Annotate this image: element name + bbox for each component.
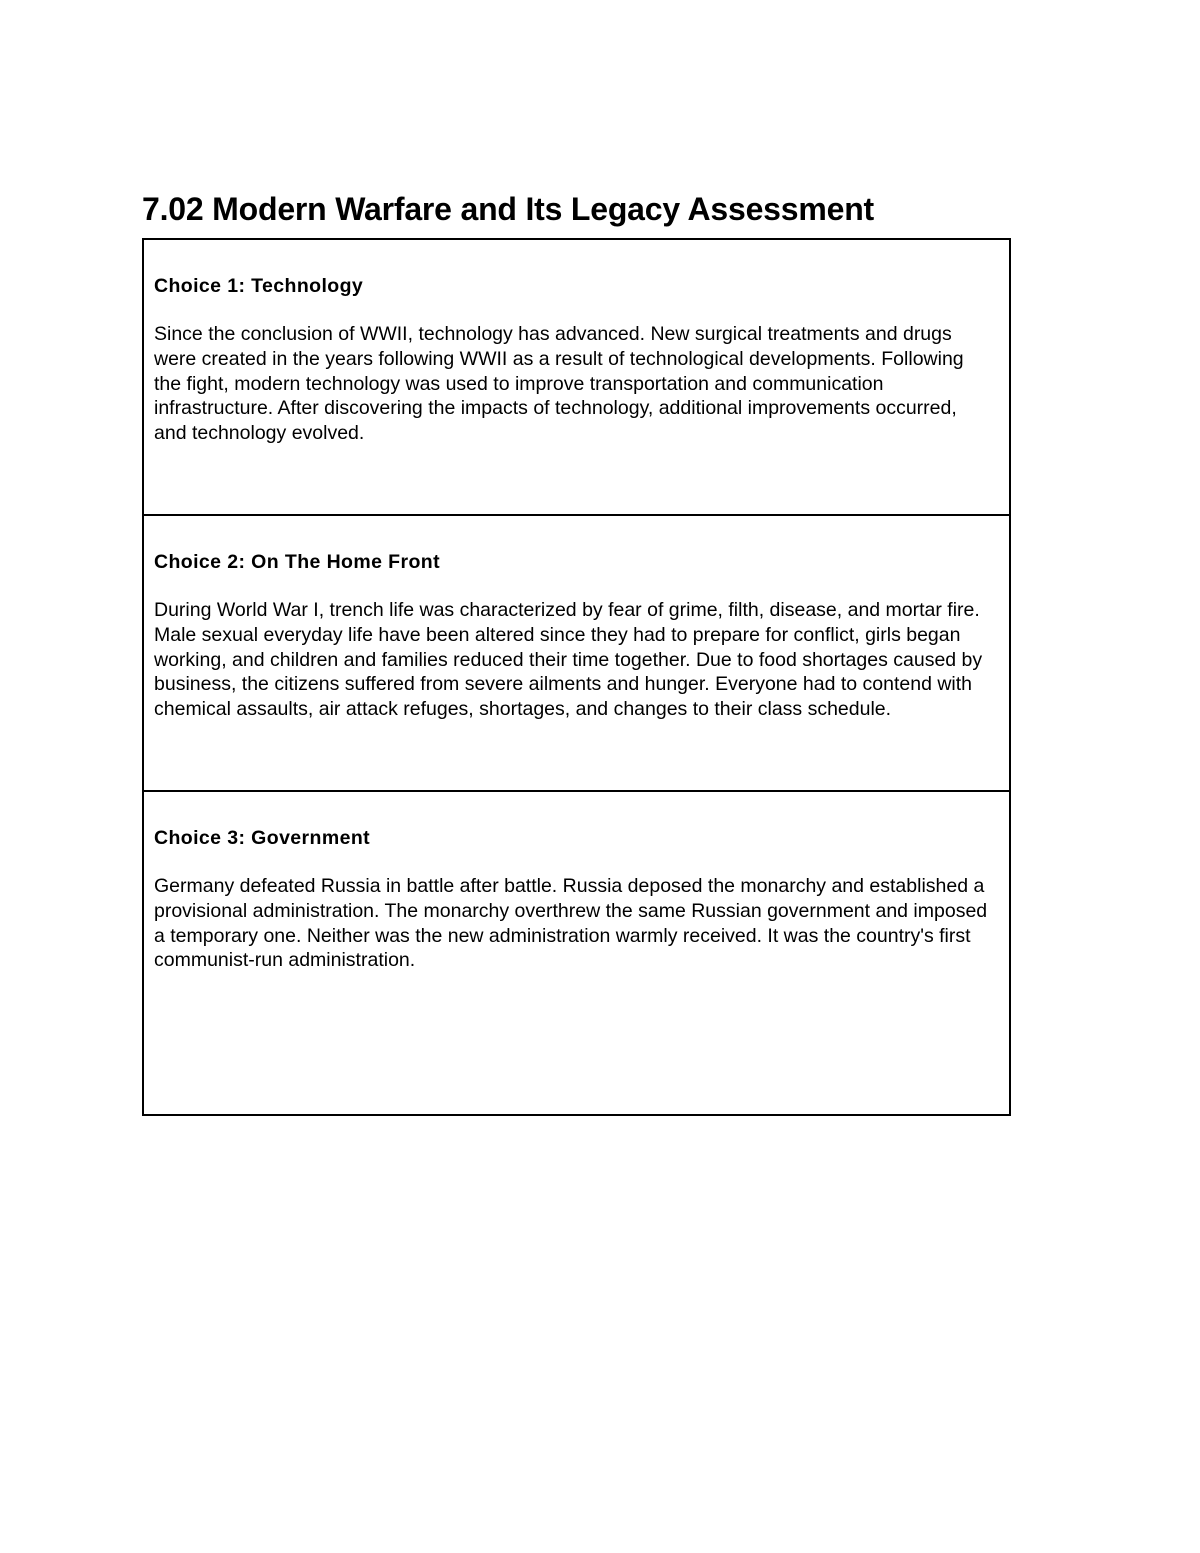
choice-body: Germany defeated Russia in battle after battle. Russia deposed the monarchy and established a provisional administration. The monarchy overthrew the same Russian government and imposed a temporary one. Neither was the new administration warmly received. It was the country's first communist-run administration.	[154, 875, 988, 972]
page-title: 7.02 Modern Warfare and Its Legacy Assessment	[142, 191, 875, 227]
choice-row-home-front	[143, 515, 1010, 791]
choice-heading: Choice 1: Technology	[154, 275, 364, 297]
choice-row-government	[143, 791, 1010, 1115]
choice-cell	[143, 515, 1010, 791]
choice-body: Since the conclusion of WWII, technology has advanced. New surgical treatments and drugs were created in the years following WWII as a result of technological developments. Following the fight, modern technology was used to improve transportation and communication infrastructure. After discovering the impacts of technology, additional improvements occurred, and technology evolved.	[154, 323, 964, 445]
choices-table	[142, 238, 1011, 1116]
choice-cell	[143, 239, 1010, 515]
choice-heading: Choice 2: On The Home Front	[154, 551, 440, 573]
choice-row-technology	[143, 239, 1010, 515]
choice-body: During World War I, trench life was characterized by fear of grime, filth, disease, and mortar fire. Male sexual everyday life have been altered since they had to prepare for conflict, girls began working, and children and families reduced their time together. Due to food shortages caused by business, the citizens suffered from severe ailments and hunger. Everyone had to contend with chemical assaults, air attack refuges, shortages, and changes to their class schedule.	[154, 599, 983, 721]
choice-cell	[143, 791, 1010, 1115]
choice-heading: Choice 3: Government	[154, 827, 371, 849]
